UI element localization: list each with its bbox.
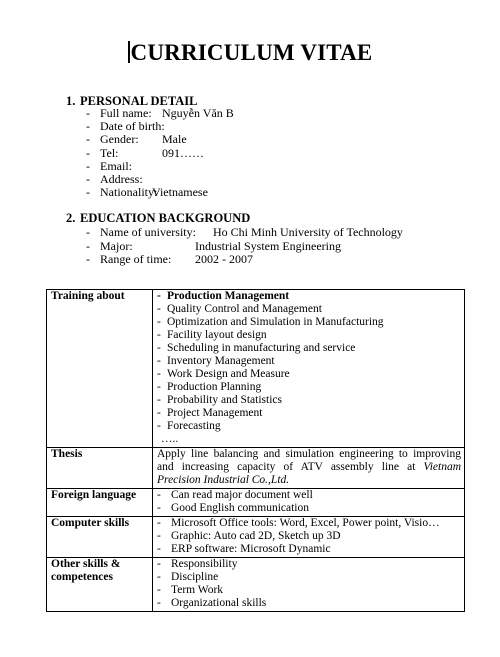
list-item [157,329,461,342]
bullet-dash: - [86,172,90,186]
list-item-text: Work Design and Measure [167,368,290,380]
computer-skills-list [153,517,465,558]
list-item-text: Responsibility [171,558,238,570]
list-item [157,381,461,394]
thesis-label: Thesis [47,448,153,489]
list-item-text: Facility layout design [167,329,267,341]
list-item-text: Forecasting [167,420,221,432]
detail-row [86,119,165,133]
foreign-language-label: Foreign language [47,489,153,517]
bullet-dash: - [157,342,161,354]
list-item [157,543,461,556]
list-item [157,517,461,530]
bullet-dash: - [157,571,161,583]
list-item-text: Production Management [167,290,290,302]
bullet-dash: - [157,355,161,367]
list-item [157,502,461,515]
list-item [157,368,461,381]
skills-table [46,289,465,612]
list-item-text: Optimization and Simulation in Manufacturing [167,316,384,328]
list-item-text: Scheduling in manufacturing and service [167,342,356,354]
list-item-text: ERP software: Microsoft Dynamic [171,543,331,555]
section-title: PERSONAL DETAIL [80,94,198,108]
detail-label: Tel: [100,145,119,160]
bullet-dash: - [157,558,161,570]
bullet-dash: - [86,158,90,173]
table-row-training [47,290,465,448]
list-item-text: Production Planning [167,381,262,393]
section-education-heading [66,211,250,226]
bullet-dash: - [86,106,90,120]
list-item [157,530,461,543]
bullet-dash: - [157,407,161,419]
other-skills-list [153,558,465,612]
list-item [157,571,461,584]
table-row-foreign-language [47,489,465,517]
detail-label: Major: [100,238,133,253]
bullet-dash: - [157,290,161,302]
list-item [157,420,461,433]
detail-label: Full name: [100,106,152,120]
bullet-dash: - [157,584,161,596]
list-item [157,394,461,407]
thesis-company: Vietnam Precision Industrial Co.,Ltd. [157,461,462,486]
detail-label: Address: [100,172,143,186]
bullet-dash: - [157,329,161,341]
detail-label: Gender: [100,132,139,147]
detail-row [86,238,341,253]
other-skills-label [47,558,153,612]
detail-value: 2002 - 2007 [195,252,253,266]
table-row-computer-skills [47,517,465,558]
bullet-dash: - [157,420,161,432]
detail-row [86,106,234,120]
detail-value: Male [162,132,187,147]
detail-row [86,159,132,173]
detail-value: 091…… [162,145,204,160]
bullet-dash: - [157,368,161,380]
list-item [157,355,461,368]
bullet-dash: - [157,502,161,514]
list-item-text: Term Work [171,584,224,596]
bullet-dash: - [86,252,90,266]
table-row-other-skills [47,558,465,612]
bullet-dash: - [157,303,161,315]
list-item-text: Discipline [171,571,219,583]
detail-row [86,145,204,160]
bullet-dash: - [157,543,161,555]
title-text: CURRICULUM VITAE [130,40,373,65]
list-item-text: Inventory Management [167,355,275,367]
list-item-text: Graphic: Auto cad 2D, Sketch up 3D [171,530,341,542]
document-title [0,40,500,66]
detail-value: Vietnamese [152,185,208,200]
detail-label: Date of birth: [100,119,165,134]
list-item [157,597,461,610]
list-item-text: Quality Control and Management [167,303,322,315]
detail-label: Name of university: [100,225,196,239]
bullet-dash: - [86,185,90,200]
bullet-dash: - [86,225,90,239]
bullet-dash: - [86,238,90,253]
detail-row [86,185,208,200]
list-item [157,290,461,303]
list-item-text: Probability and Statistics [167,394,282,406]
bullet-dash: - [157,381,161,393]
section-number: 1. [66,94,76,108]
thesis-description: Apply line balancing and simulation engineering to improving and increasing capacity of ATV assembly line at [157,448,461,473]
list-item-text: Microsoft Office tools: Word, Excel, Power point, Visio… [171,517,440,529]
other-skills-label-line1: Other skills & [51,558,121,570]
training-list [153,290,465,448]
list-item [157,342,461,355]
text-cursor [128,41,130,63]
list-item-text: Organizational skills [171,597,267,609]
bullet-dash: - [86,119,90,134]
bullet-dash: - [157,316,161,328]
foreign-language-list [153,489,465,517]
detail-value: Ho Chi Minh University of Technology [213,225,403,239]
list-item-text: Good English communication [171,502,309,514]
bullet-dash: - [86,132,90,147]
training-more: ….. [161,433,179,445]
other-skills-label-line2: competences [51,571,113,583]
list-item [157,303,461,316]
detail-label: Nationality: [100,185,158,200]
detail-value: Industrial System Engineering [195,238,341,253]
section-number: 2. [66,211,76,225]
detail-row [86,172,143,186]
section-title: EDUCATION BACKGROUND [80,211,251,225]
table-row-thesis [47,448,465,489]
computer-skills-label: Computer skills [47,517,153,558]
list-item-text: Project Management [167,407,263,419]
list-item-text: Can read major document well [171,489,313,501]
list-item [157,407,461,420]
detail-row [86,132,187,147]
bullet-dash: - [157,517,161,529]
detail-row [86,225,403,239]
list-item [157,558,461,571]
detail-label: Range of time: [100,252,172,266]
thesis-text [153,448,465,489]
detail-value: Nguyễn Văn B [162,106,234,120]
list-item [157,489,461,502]
list-item [157,316,461,329]
bullet-dash: - [157,530,161,542]
detail-row [86,252,253,266]
bullet-dash: - [157,394,161,406]
bullet-dash: - [157,597,161,609]
list-item [157,584,461,597]
bullet-dash: - [86,145,90,160]
detail-label: Email: [100,158,132,173]
training-label: Training about [47,290,153,448]
bullet-dash: - [157,489,161,501]
